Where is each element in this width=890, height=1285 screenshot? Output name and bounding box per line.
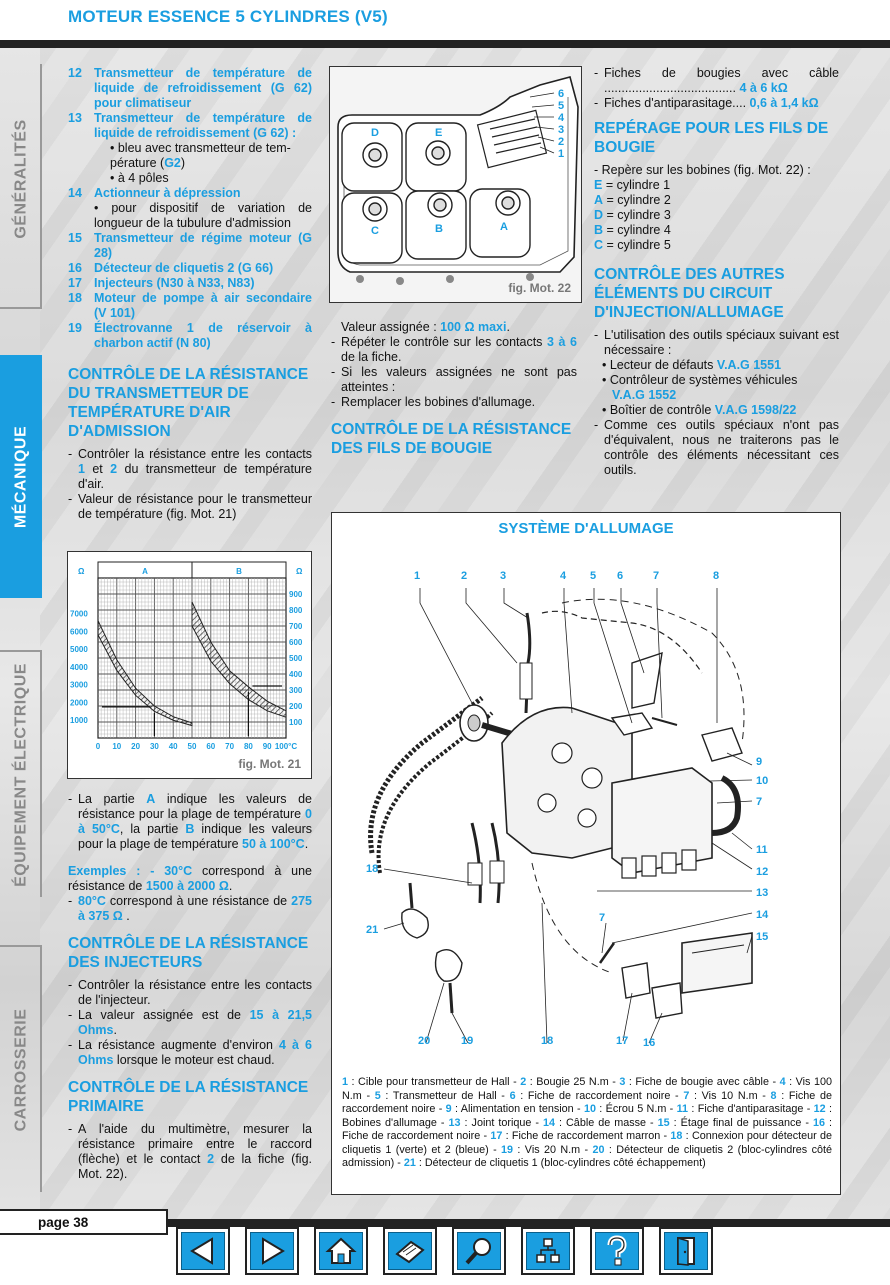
legend-number: 8 [770, 1089, 777, 1102]
callout-number: 4 [560, 570, 567, 582]
callout-number: 11 [756, 844, 768, 856]
callout-number: 7 [653, 570, 660, 582]
callout-number: 21 [366, 924, 379, 936]
index-button[interactable] [521, 1227, 575, 1275]
paragraph: - Contrôler la résistance entre les contacts 1 et 2 du transmetteur de température d'air. [68, 447, 313, 491]
paragraph: - A l'aide du multimètre, mesurer la résistance primaire entre le raccord (flèche) et le contact 2 de la fiche (fig. Mot. 22). [68, 1122, 312, 1181]
callout-number: 5 [590, 570, 597, 582]
callout-number: 10 [756, 775, 769, 787]
legend-text: : Fiche de raccordement noire - [515, 1089, 684, 1102]
paragraph: Valeur assignée : 100 Ω maxi. [341, 320, 510, 334]
list-item: D = cylindre 3 [594, 208, 671, 222]
paragraph: - Repère sur les bobines (fig. Mot. 22) : [594, 163, 811, 177]
cylinder-list [594, 178, 839, 253]
y-left-tick-label: 7000 [70, 609, 88, 619]
legend-number: 16 [812, 1116, 825, 1129]
x-tick-label: 30 [149, 742, 159, 751]
section-heading: REPÉRAGE POUR LES FILS DE BOUGIE [594, 120, 829, 156]
legend-text: : Joint torique - [460, 1116, 543, 1129]
printer-icon [393, 1236, 427, 1266]
y-left-tick-label: 4000 [70, 662, 88, 672]
header-rule [0, 40, 890, 48]
paragraph: - L'utilisation des outils spéciaux suivant est nécessaire : [594, 328, 839, 357]
tab-label: ÉQUIPEMENT ÉLECTRIQUE [12, 662, 30, 887]
x-tick-label: 20 [131, 742, 141, 751]
paragraph: - Contrôler la résistance entre les contacts de l'injecteur. [68, 978, 312, 1007]
legend-number: 17 [490, 1130, 503, 1142]
section-heading: CONTRÔLE DE LA RÉSISTANCE DES FILS DE BOUGIE [331, 421, 572, 457]
pin-label: 2 [558, 136, 565, 148]
callout-number: 9 [756, 756, 763, 768]
section-label: A [142, 567, 148, 576]
section-heading: CONTRÔLE DE LA RÉSISTANCE DES INJECTEURS [68, 935, 309, 971]
legend-text: : Vis 100 N.m - [342, 1076, 832, 1102]
callout-number: 20 [418, 1035, 431, 1047]
left-unit-label: Ω [78, 567, 85, 576]
y-right-tick-label: 300 [289, 686, 303, 695]
tab-generalites[interactable] [0, 50, 42, 308]
tab-label: GÉNÉRALITÉS [12, 119, 30, 239]
x-tick-label: 70 [225, 742, 235, 751]
x-tick-label: 10 [112, 742, 122, 751]
legend-text: : Câble de masse - [555, 1116, 658, 1129]
paragraph: - Répéter le contrôle sur les contacts 3 à 6 de la fiche. [331, 335, 577, 364]
ignition-exploded-view [332, 513, 840, 1073]
header [0, 0, 890, 40]
legend-text: : Vis 20 N.m - [513, 1143, 593, 1156]
legend-number: 10 [583, 1103, 596, 1115]
legend-number: 13 [448, 1116, 461, 1129]
tool-item: • Contrôleur de systèmes véhicules V.A.G 1552 [602, 373, 798, 402]
list-item: 17 Injecteurs (N30 à N33, N83) [68, 276, 255, 290]
y-right-tick-label: 200 [289, 702, 303, 711]
callout-number: 18 [366, 863, 379, 875]
coil-drawing [330, 67, 581, 302]
callout-number: 8 [713, 570, 720, 582]
callout-number: 18 [541, 1035, 554, 1047]
legend-text: : Écrou 5 N.m - [595, 1103, 677, 1115]
legend-text: : Fiche de raccordement noire - [342, 1116, 832, 1142]
list-item: 15 Transmetteur de régime moteur (G 28) [68, 231, 312, 260]
next-page-button[interactable] [245, 1227, 299, 1275]
column-1-bottom [68, 792, 312, 1182]
tab-divider [0, 307, 42, 309]
paragraph: - 80°C correspond à une résistance de 275 à 375 Ω . [68, 894, 312, 923]
list-subitem: • bleu avec transmetteur de tem- pérature (G2) • à 4 pôles [110, 141, 291, 185]
component-list [68, 66, 312, 522]
page-number-tab [0, 1209, 168, 1235]
column-2 [331, 320, 577, 464]
ignition-coil-figure [329, 66, 582, 303]
legend-text: : Fiche de bougie avec câble - [625, 1076, 780, 1088]
home-button[interactable] [314, 1227, 368, 1275]
legend-text: : Connexion pour détecteur de cliquetis 1 (verte) et 2 (bleue) - [342, 1130, 832, 1156]
y-left-tick-label: 3000 [70, 680, 88, 690]
list-item: 16 Détecteur de cliquetis 2 (G 66) [68, 261, 274, 275]
legend-text: : Vis 10 N.m - [689, 1089, 771, 1102]
legend-number: 5 [374, 1089, 381, 1102]
y-right-tick-label: 600 [289, 638, 303, 647]
y-left-tick-label: 5000 [70, 645, 88, 655]
ignition-system-figure [331, 512, 841, 1195]
y-left-tick-label: 2000 [70, 698, 88, 708]
callout-number: 17 [616, 1035, 629, 1047]
legend-text: : Alimentation en tension - [451, 1103, 584, 1115]
legend-text: : Cible pour transmetteur de Hall - [348, 1076, 521, 1088]
y-right-tick-label: 700 [289, 622, 303, 631]
legend-text: : Détecteur de cliquetis 1 (bloc-cylindres côté échappement) [415, 1157, 706, 1169]
x-tick-label: 50 [187, 742, 197, 751]
x-tick-label: 0 [95, 742, 101, 751]
coil-label-C: C [371, 225, 379, 237]
callout-number: 1 [414, 570, 421, 582]
figure-title: SYSTÈME D'ALLUMAGE [498, 520, 674, 537]
arrow-right-icon [257, 1236, 287, 1266]
previous-page-button[interactable] [176, 1227, 230, 1275]
legend-text: : Détecteur de cliquetis 2 (bloc-cylindres côté admission) - [342, 1143, 832, 1169]
home-icon [325, 1236, 357, 1266]
pin-label: 3 [558, 124, 565, 136]
list-item: E = cylindre 1 [594, 178, 671, 192]
section-heading: CONTRÔLE DES AUTRES ÉLÉMENTS DU CIRCUIT D'INJECTION/ALLUMAGE [594, 266, 785, 321]
figure-caption: fig. Mot. 21 [238, 757, 301, 771]
y-right-tick-label: 800 [289, 606, 303, 615]
legend-number: 11 [676, 1103, 689, 1115]
legend-text: : Fiche de raccordement noire - [342, 1089, 832, 1115]
list-item: 12 Transmetteur de température de liquide de refroidissement (G 62) pour climatiseur [68, 66, 312, 110]
section-label: B [236, 567, 242, 576]
list-item: B = cylindre 4 [594, 223, 671, 237]
legend-number: 18 [670, 1130, 683, 1142]
legend-number: 9 [445, 1103, 452, 1115]
paragraph: - Fiches d'antiparasitage.... 0,6 à 1,4 kΩ [594, 96, 819, 110]
callout-number: 12 [756, 866, 769, 878]
y-right-tick-label: 900 [289, 590, 303, 599]
legend-number: 3 [619, 1076, 626, 1088]
legend-text: : Transmetteur de Hall - [380, 1089, 510, 1102]
paragraph: - Fiches de bougies avec câble ...................................... 4 à 6 kΩ [594, 66, 839, 95]
legend-number: 7 [683, 1089, 690, 1102]
chart-svg [68, 552, 311, 778]
paragraph: - La valeur assignée est de 15 à 21,5 Ohms. [68, 1008, 312, 1037]
page-number: page 38 [38, 1215, 89, 1230]
callout-number: 7 [599, 912, 606, 924]
section-heading: CONTRÔLE DE LA RÉSISTANCE PRIMAIRE [68, 1079, 309, 1115]
tab-label: CARROSSERIE [12, 1008, 30, 1131]
y-left-tick-label: 6000 [70, 627, 88, 637]
callout-number: 3 [500, 570, 507, 582]
search-icon [463, 1235, 495, 1267]
list-item: 18 Moteur de pompe à air secondaire (V 101) [68, 291, 312, 320]
coil-label-A: A [500, 221, 508, 233]
legend-number: 6 [509, 1089, 516, 1102]
legend-number: 4 [779, 1076, 786, 1088]
tool-item: • Lecteur de défauts V.A.G 1551 [602, 358, 782, 372]
callout-number: 19 [461, 1035, 474, 1047]
x-tick-label: 60 [206, 742, 216, 751]
legend-number: 2 [520, 1076, 527, 1088]
legend-text: : Fiche d'antiparasitage - [688, 1103, 814, 1115]
list-subitem: • pour dispositif de variation de longueur de la tubulure d'admission [94, 201, 312, 230]
x-tick-label: 80 [243, 742, 253, 751]
section-heading: CONTRÔLE DE LA RÉSISTANCE DU TRANSMETTEUR DE TEMPÉRATURE D'AIR D'ADMISSION [68, 366, 309, 440]
figure-legend [342, 1076, 832, 1171]
search-button[interactable] [452, 1227, 506, 1275]
legend-text: : Bougie 25 N.m - [526, 1076, 620, 1088]
tab-label: MÉCANIQUE [12, 425, 30, 528]
callout-number: 6 [617, 570, 624, 582]
paragraph: - Valeur de résistance pour le transmetteur de température (fig. Mot. 21) [68, 492, 312, 521]
legend-text: : Bobines d'allumage - [342, 1103, 833, 1129]
resistance-chart [67, 551, 312, 779]
legend-number: 21 [403, 1157, 416, 1169]
tab-divider [40, 652, 42, 897]
legend-number: 19 [501, 1143, 514, 1156]
paragraph: - Remplacer les bobines d'allumage. [331, 395, 536, 409]
examples: Exemples : - 30°C correspond à une résistance de 1500 à 2000 Ω. [68, 864, 312, 893]
list-item: 19 Électrovanne 1 de réservoir à charbon actif (N 80) [68, 321, 312, 350]
help-button[interactable] [590, 1227, 644, 1275]
paragraph: - Comme ces outils spéciaux n'ont pas d'équivalent, nous ne traiterons pas le contrôle des éléments nécessitant ces outils. [594, 418, 839, 477]
pin-label: 4 [558, 112, 565, 124]
coil-label-B: B [435, 223, 443, 235]
y-right-tick-label: 100 [289, 718, 303, 727]
page-title: MOTEUR ESSENCE 5 CYLINDRES (V5) [68, 7, 388, 26]
right-unit-label: Ω [296, 567, 303, 576]
pin-label: 6 [558, 88, 565, 100]
tab-carrosserie[interactable] [0, 947, 42, 1192]
question-icon [602, 1235, 632, 1267]
figure-caption: fig. Mot. 22 [508, 281, 571, 295]
tab-equipement-electrique[interactable] [0, 652, 42, 897]
callout-number: 7 [756, 796, 763, 808]
x-tick-label: 100°C [274, 742, 298, 751]
pin-label: 1 [558, 148, 565, 160]
legend-number: 15 [657, 1116, 670, 1129]
exit-door-icon [671, 1235, 701, 1267]
callout-number: 2 [461, 570, 468, 582]
callout-number: 14 [756, 909, 769, 921]
y-right-tick-label: 400 [289, 670, 303, 679]
tab-mecanique[interactable] [0, 355, 42, 598]
tool-item: • Boîtier de contrôle V.A.G 1598/22 [602, 403, 797, 417]
paragraph: - Si les valeurs assignées ne sont pas atteintes : [331, 365, 577, 394]
legend-number: 20 [592, 1143, 605, 1156]
callout-number: 15 [756, 931, 769, 943]
y-right-tick-label: 500 [289, 654, 303, 663]
arrow-left-icon [188, 1236, 218, 1266]
legend-number: 14 [542, 1116, 555, 1129]
paragraph: - La résistance augmente d'environ 4 à 6 Ohms lorsque le moteur est chaud. [68, 1038, 312, 1067]
list-item: A = cylindre 2 [594, 193, 671, 207]
callout-number: 13 [756, 887, 769, 899]
x-tick-label: 40 [168, 742, 178, 751]
callout-number: 16 [643, 1037, 656, 1049]
list-item: 14 Actionneur à dépression [68, 186, 241, 200]
legend-number: 12 [813, 1103, 826, 1115]
sitemap-icon [533, 1236, 563, 1266]
tab-divider [40, 947, 42, 1192]
column-3 [594, 66, 839, 478]
pin-label: 5 [558, 100, 565, 112]
x-tick-label: 90 [262, 742, 272, 751]
list-item: C = cylindre 5 [594, 238, 671, 252]
tab-divider [40, 64, 42, 308]
coil-label-D: D [371, 127, 379, 139]
coil-label-E: E [435, 127, 443, 139]
legend-text: : Étage final de puissance - [669, 1116, 813, 1129]
paragraph: - La partie A indique les valeurs de résistance pour la plage de température 0 à 50°C, la partie B indique les valeurs pour la plage de température 50 à 100°C. [68, 792, 313, 851]
print-button[interactable] [383, 1227, 437, 1275]
list-item: 13 Transmetteur de température de liquide de refroidissement (G 62) : [68, 111, 312, 140]
exit-button[interactable] [659, 1227, 713, 1275]
y-left-tick-label: 1000 [70, 716, 88, 726]
legend-number: 1 [342, 1076, 349, 1088]
legend-text: : Fiche de raccordement marron - [502, 1130, 671, 1142]
